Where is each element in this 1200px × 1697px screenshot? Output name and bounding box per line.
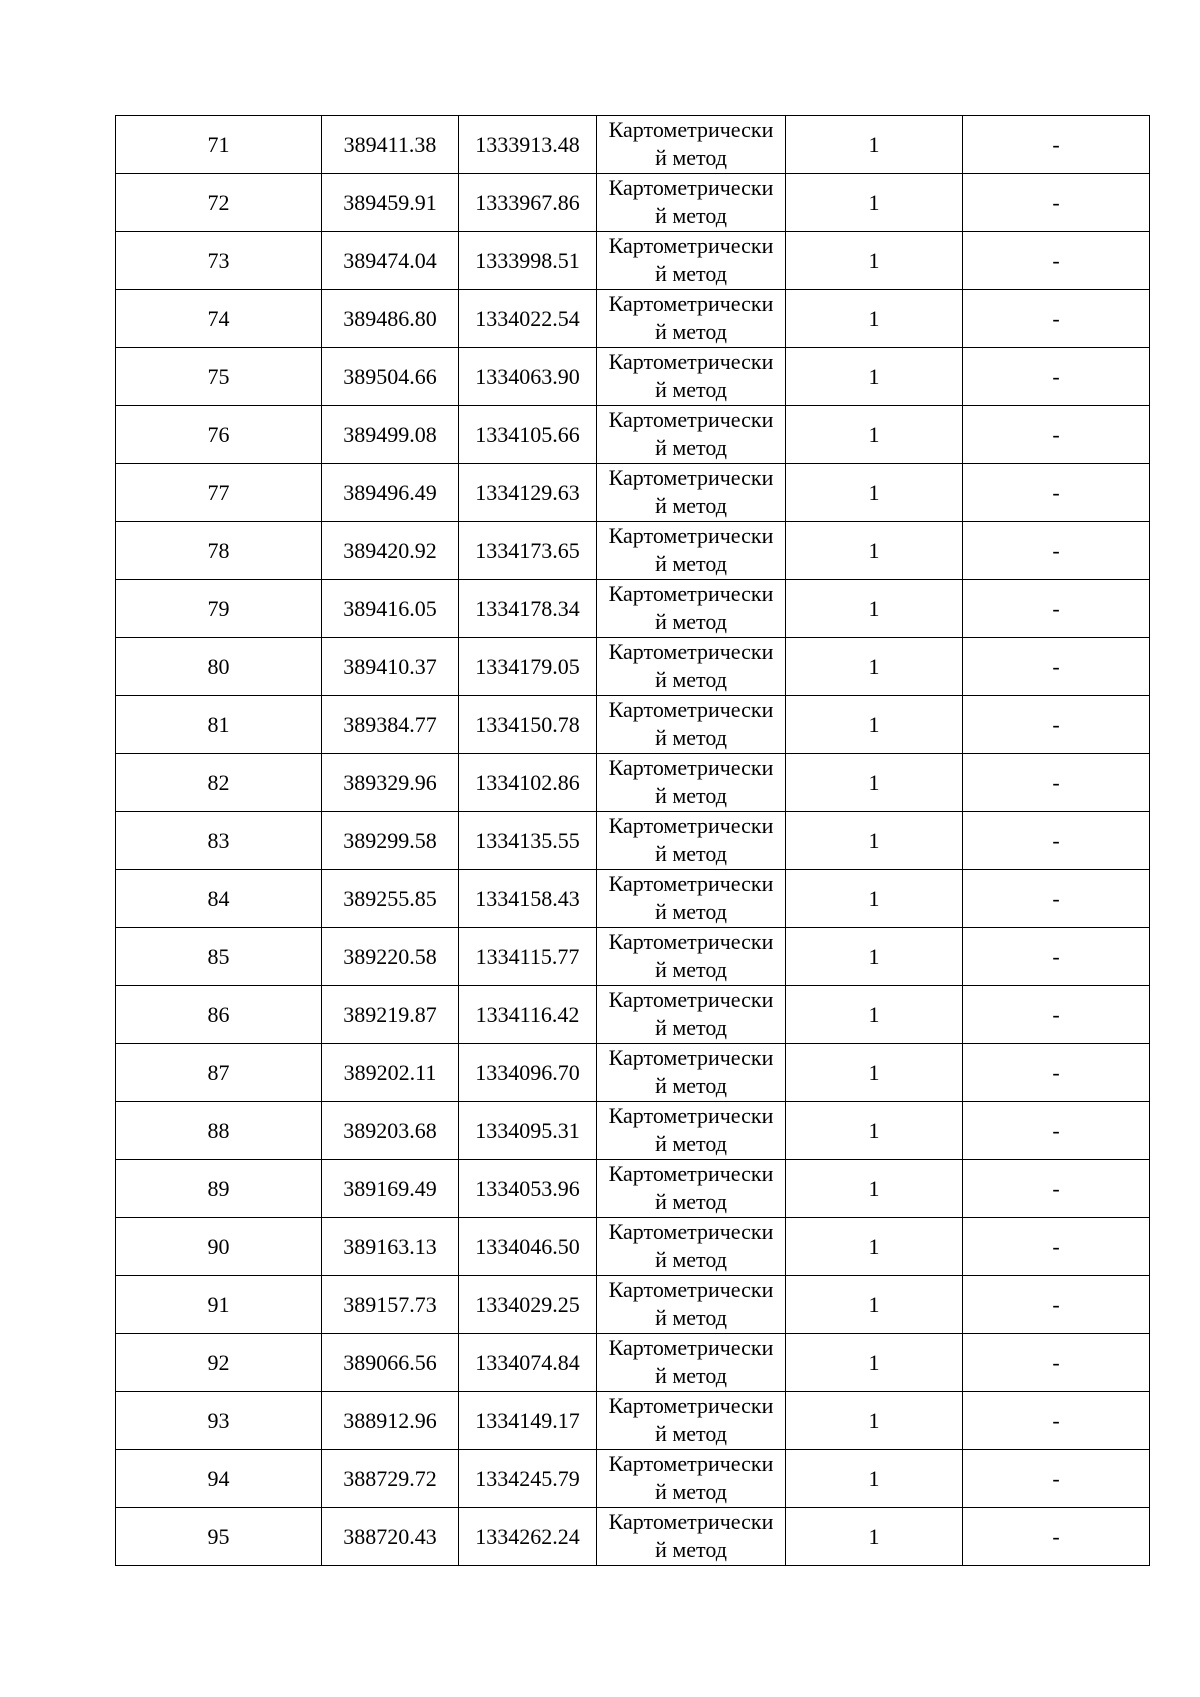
accuracy-cell: 1 (786, 638, 963, 696)
y-coordinate-cell: 1333998.51 (459, 232, 597, 290)
table-row (116, 580, 1150, 638)
y-coordinate-cell: 1334116.42 (459, 986, 597, 1044)
point-number-cell: 74 (116, 290, 322, 348)
x-coordinate-cell: 389219.87 (322, 986, 459, 1044)
y-coordinate-cell: 1334158.43 (459, 870, 597, 928)
table-row (116, 754, 1150, 812)
point-number-cell: 77 (116, 464, 322, 522)
method-cell (597, 174, 786, 232)
accuracy-cell: 1 (786, 174, 963, 232)
point-number-cell: 91 (116, 1276, 322, 1334)
note-cell: - (963, 1218, 1150, 1276)
method-cell (597, 232, 786, 290)
method-line-2: й метод (655, 841, 727, 866)
accuracy-cell: 1 (786, 1102, 963, 1160)
accuracy-cell: 1 (786, 232, 963, 290)
note-cell: - (963, 116, 1150, 174)
x-coordinate-cell: 389411.38 (322, 116, 459, 174)
table-row (116, 174, 1150, 232)
y-coordinate-cell: 1334105.66 (459, 406, 597, 464)
note-cell: - (963, 232, 1150, 290)
method-line-1: Картометрически (608, 1219, 774, 1244)
x-coordinate-cell: 389157.73 (322, 1276, 459, 1334)
point-number-cell: 83 (116, 812, 322, 870)
point-number-cell: 94 (116, 1450, 322, 1508)
method-cell (597, 406, 786, 464)
method-cell (597, 870, 786, 928)
method-cell (597, 1102, 786, 1160)
method-line-1: Картометрически (608, 1509, 774, 1534)
accuracy-cell: 1 (786, 696, 963, 754)
table-row (116, 1218, 1150, 1276)
note-cell: - (963, 580, 1150, 638)
accuracy-cell: 1 (786, 928, 963, 986)
method-cell (597, 812, 786, 870)
point-number-cell: 78 (116, 522, 322, 580)
point-number-cell: 85 (116, 928, 322, 986)
accuracy-cell: 1 (786, 522, 963, 580)
table-row (116, 1160, 1150, 1218)
note-cell: - (963, 1160, 1150, 1218)
point-number-cell: 89 (116, 1160, 322, 1218)
method-line-1: Картометрически (608, 813, 774, 838)
accuracy-cell: 1 (786, 290, 963, 348)
method-cell (597, 638, 786, 696)
table-row (116, 1102, 1150, 1160)
note-cell: - (963, 1334, 1150, 1392)
accuracy-cell: 1 (786, 1508, 963, 1566)
method-cell (597, 696, 786, 754)
method-cell (597, 1334, 786, 1392)
x-coordinate-cell: 389420.92 (322, 522, 459, 580)
method-line-1: Картометрически (608, 175, 774, 200)
method-line-2: й метод (655, 1363, 727, 1388)
method-line-2: й метод (655, 1073, 727, 1098)
x-coordinate-cell: 388912.96 (322, 1392, 459, 1450)
accuracy-cell: 1 (786, 1044, 963, 1102)
y-coordinate-cell: 1334029.25 (459, 1276, 597, 1334)
point-number-cell: 92 (116, 1334, 322, 1392)
point-number-cell: 73 (116, 232, 322, 290)
method-line-1: Картометрически (608, 639, 774, 664)
y-coordinate-cell: 1334074.84 (459, 1334, 597, 1392)
accuracy-cell: 1 (786, 1334, 963, 1392)
point-number-cell: 87 (116, 1044, 322, 1102)
note-cell: - (963, 1102, 1150, 1160)
method-line-1: Картометрически (608, 233, 774, 258)
method-line-1: Картометрически (608, 697, 774, 722)
y-coordinate-cell: 1334115.77 (459, 928, 597, 986)
y-coordinate-cell: 1334173.65 (459, 522, 597, 580)
method-cell (597, 580, 786, 638)
note-cell: - (963, 812, 1150, 870)
method-cell (597, 116, 786, 174)
table-row (116, 406, 1150, 464)
table-row (116, 986, 1150, 1044)
y-coordinate-cell: 1333967.86 (459, 174, 597, 232)
table-row (116, 1044, 1150, 1102)
method-cell (597, 1218, 786, 1276)
method-cell (597, 754, 786, 812)
method-line-1: Картометрически (608, 1161, 774, 1186)
point-number-cell: 84 (116, 870, 322, 928)
method-line-1: Картометрически (608, 117, 774, 142)
accuracy-cell: 1 (786, 754, 963, 812)
method-cell (597, 1276, 786, 1334)
method-cell (597, 522, 786, 580)
coordinates-table-body (116, 116, 1150, 1566)
table-row (116, 464, 1150, 522)
note-cell: - (963, 1044, 1150, 1102)
table-row (116, 290, 1150, 348)
accuracy-cell: 1 (786, 1450, 963, 1508)
y-coordinate-cell: 1334022.54 (459, 290, 597, 348)
method-line-1: Картометрически (608, 581, 774, 606)
note-cell: - (963, 464, 1150, 522)
note-cell: - (963, 348, 1150, 406)
method-line-2: й метод (655, 551, 727, 576)
note-cell: - (963, 638, 1150, 696)
accuracy-cell: 1 (786, 464, 963, 522)
x-coordinate-cell: 389202.11 (322, 1044, 459, 1102)
x-coordinate-cell: 389459.91 (322, 174, 459, 232)
x-coordinate-cell: 389255.85 (322, 870, 459, 928)
point-number-cell: 95 (116, 1508, 322, 1566)
method-line-2: й метод (655, 667, 727, 692)
method-line-2: й метод (655, 1189, 727, 1214)
x-coordinate-cell: 389474.04 (322, 232, 459, 290)
method-line-2: й метод (655, 203, 727, 228)
x-coordinate-cell: 389410.37 (322, 638, 459, 696)
method-line-2: й метод (655, 493, 727, 518)
note-cell: - (963, 522, 1150, 580)
table-row (116, 348, 1150, 406)
point-number-cell: 93 (116, 1392, 322, 1450)
x-coordinate-cell: 389299.58 (322, 812, 459, 870)
point-number-cell: 79 (116, 580, 322, 638)
note-cell: - (963, 986, 1150, 1044)
method-cell (597, 928, 786, 986)
note-cell: - (963, 406, 1150, 464)
accuracy-cell: 1 (786, 580, 963, 638)
x-coordinate-cell: 389486.80 (322, 290, 459, 348)
method-line-2: й метод (655, 725, 727, 750)
point-number-cell: 76 (116, 406, 322, 464)
accuracy-cell: 1 (786, 348, 963, 406)
method-line-1: Картометрически (608, 1451, 774, 1476)
table-row (116, 1450, 1150, 1508)
x-coordinate-cell: 389504.66 (322, 348, 459, 406)
table-row (116, 638, 1150, 696)
point-number-cell: 90 (116, 1218, 322, 1276)
table-row (116, 1392, 1150, 1450)
x-coordinate-cell: 388729.72 (322, 1450, 459, 1508)
method-line-2: й метод (655, 377, 727, 402)
coordinates-table (115, 115, 1150, 1566)
note-cell: - (963, 870, 1150, 928)
x-coordinate-cell: 389499.08 (322, 406, 459, 464)
table-row (116, 1276, 1150, 1334)
x-coordinate-cell: 389203.68 (322, 1102, 459, 1160)
accuracy-cell: 1 (786, 406, 963, 464)
accuracy-cell: 1 (786, 986, 963, 1044)
method-line-2: й метод (655, 1131, 727, 1156)
table-row (116, 928, 1150, 986)
method-line-1: Картометрически (608, 871, 774, 896)
accuracy-cell: 1 (786, 1218, 963, 1276)
method-cell (597, 986, 786, 1044)
x-coordinate-cell: 389416.05 (322, 580, 459, 638)
accuracy-cell: 1 (786, 870, 963, 928)
method-line-1: Картометрически (608, 465, 774, 490)
y-coordinate-cell: 1334095.31 (459, 1102, 597, 1160)
y-coordinate-cell: 1334102.86 (459, 754, 597, 812)
point-number-cell: 88 (116, 1102, 322, 1160)
point-number-cell: 72 (116, 174, 322, 232)
y-coordinate-cell: 1333913.48 (459, 116, 597, 174)
y-coordinate-cell: 1334129.63 (459, 464, 597, 522)
method-line-2: й метод (655, 899, 727, 924)
point-number-cell: 86 (116, 986, 322, 1044)
x-coordinate-cell: 389329.96 (322, 754, 459, 812)
method-line-2: й метод (655, 1479, 727, 1504)
note-cell: - (963, 928, 1150, 986)
point-number-cell: 81 (116, 696, 322, 754)
method-line-2: й метод (655, 783, 727, 808)
method-cell (597, 1160, 786, 1218)
method-line-2: й метод (655, 1247, 727, 1272)
method-cell (597, 1450, 786, 1508)
note-cell: - (963, 174, 1150, 232)
method-cell (597, 1392, 786, 1450)
method-cell (597, 1044, 786, 1102)
method-line-1: Картометрически (608, 1045, 774, 1070)
method-cell (597, 464, 786, 522)
accuracy-cell: 1 (786, 1160, 963, 1218)
y-coordinate-cell: 1334150.78 (459, 696, 597, 754)
x-coordinate-cell: 389496.49 (322, 464, 459, 522)
method-line-2: й метод (655, 609, 727, 634)
table-row (116, 522, 1150, 580)
point-number-cell: 82 (116, 754, 322, 812)
x-coordinate-cell: 389384.77 (322, 696, 459, 754)
x-coordinate-cell: 389169.49 (322, 1160, 459, 1218)
y-coordinate-cell: 1334245.79 (459, 1450, 597, 1508)
note-cell: - (963, 1392, 1150, 1450)
accuracy-cell: 1 (786, 116, 963, 174)
table-row (116, 116, 1150, 174)
method-line-2: й метод (655, 435, 727, 460)
method-line-1: Картометрически (608, 755, 774, 780)
x-coordinate-cell: 388720.43 (322, 1508, 459, 1566)
note-cell: - (963, 290, 1150, 348)
method-cell (597, 290, 786, 348)
accuracy-cell: 1 (786, 1392, 963, 1450)
note-cell: - (963, 1450, 1150, 1508)
y-coordinate-cell: 1334149.17 (459, 1392, 597, 1450)
y-coordinate-cell: 1334096.70 (459, 1044, 597, 1102)
method-line-1: Картометрически (608, 1277, 774, 1302)
method-line-1: Картометрически (608, 1103, 774, 1128)
x-coordinate-cell: 389066.56 (322, 1334, 459, 1392)
note-cell: - (963, 1276, 1150, 1334)
y-coordinate-cell: 1334046.50 (459, 1218, 597, 1276)
y-coordinate-cell: 1334262.24 (459, 1508, 597, 1566)
point-number-cell: 75 (116, 348, 322, 406)
note-cell: - (963, 696, 1150, 754)
point-number-cell: 80 (116, 638, 322, 696)
point-number-cell: 71 (116, 116, 322, 174)
y-coordinate-cell: 1334063.90 (459, 348, 597, 406)
method-line-2: й метод (655, 1015, 727, 1040)
table-row (116, 1334, 1150, 1392)
y-coordinate-cell: 1334135.55 (459, 812, 597, 870)
method-line-1: Картометрически (608, 291, 774, 316)
accuracy-cell: 1 (786, 1276, 963, 1334)
method-line-2: й метод (655, 261, 727, 286)
table-row (116, 1508, 1150, 1566)
method-line-1: Картометрически (608, 349, 774, 374)
method-line-1: Картометрически (608, 407, 774, 432)
x-coordinate-cell: 389163.13 (322, 1218, 459, 1276)
method-line-2: й метод (655, 1421, 727, 1446)
method-line-1: Картометрически (608, 1393, 774, 1418)
note-cell: - (963, 754, 1150, 812)
method-line-2: й метод (655, 1305, 727, 1330)
method-line-2: й метод (655, 145, 727, 170)
method-line-2: й метод (655, 1537, 727, 1562)
y-coordinate-cell: 1334178.34 (459, 580, 597, 638)
method-cell (597, 1508, 786, 1566)
y-coordinate-cell: 1334179.05 (459, 638, 597, 696)
method-line-1: Картометрически (608, 929, 774, 954)
method-line-2: й метод (655, 319, 727, 344)
method-line-1: Картометрически (608, 1335, 774, 1360)
table-row (116, 812, 1150, 870)
method-line-1: Картометрически (608, 523, 774, 548)
table-row (116, 696, 1150, 754)
table-row (116, 232, 1150, 290)
method-cell (597, 348, 786, 406)
x-coordinate-cell: 389220.58 (322, 928, 459, 986)
note-cell: - (963, 1508, 1150, 1566)
y-coordinate-cell: 1334053.96 (459, 1160, 597, 1218)
method-line-1: Картометрически (608, 987, 774, 1012)
method-line-2: й метод (655, 957, 727, 982)
accuracy-cell: 1 (786, 812, 963, 870)
table-row (116, 870, 1150, 928)
